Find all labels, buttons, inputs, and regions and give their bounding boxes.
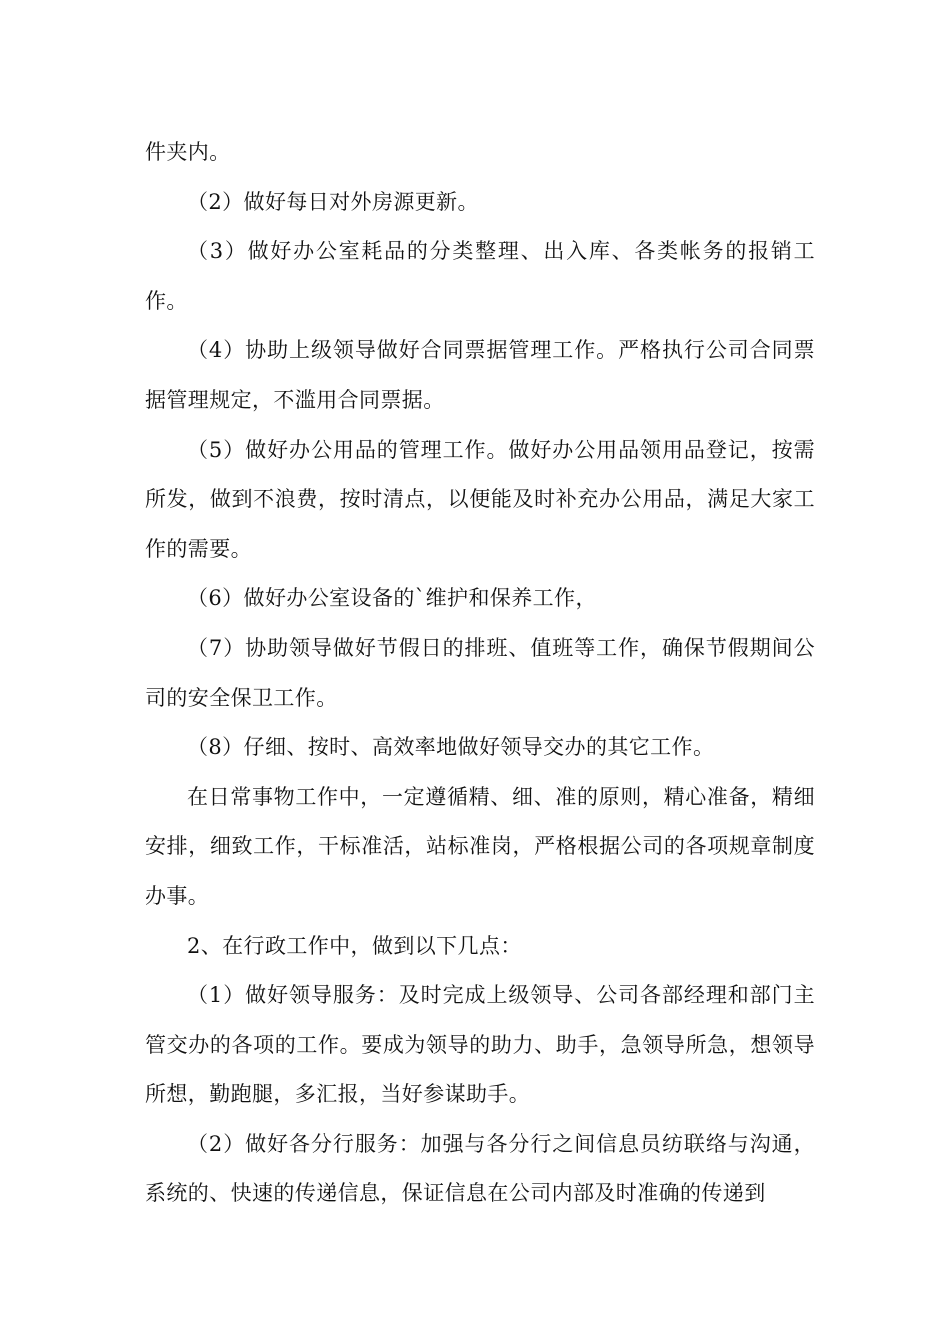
document-body (145, 128, 815, 1219)
paragraph-item-8: （8）仔细、按时、高效率地做好领导交办的其它工作。 (187, 735, 715, 760)
paragraph-item-4: （4）协助上级领导做好合同票据管理工作。严格执行公司合同票据管理规定，不滥用合同票据。 (145, 338, 815, 412)
paragraph-admin-item-1: （1）做好领导服务：及时完成上级领导、公司各部经理和部门主管交办的各项的工作。要成为领导的助力、助手，急领导所急，想领导所想，勤跑腿，多汇报，当好参谋助手。 (145, 983, 815, 1107)
paragraph-item-3: （3）做好办公室耗品的分类整理、出入库、各类帐务的报销工作。 (145, 239, 815, 313)
paragraph-admin-item-2: （2）做好各分行服务：加强与各分行之间信息员纺联络与沟通，系统的、快速的传递信息，保证信息在公司内部及时准确的传递到 (145, 1131, 815, 1206)
paragraph-continuation: 件夹内。 (145, 140, 231, 164)
paragraph-item-5: （5）做好办公用品的管理工作。做好办公用品领用品登记，按需所发，做到不浪费，按时清点，以便能及时补充办公用品，满足大家工作的需要。 (145, 437, 815, 561)
paragraph-item-2: （2）做好每日对外房源更新。 (187, 189, 479, 214)
section-heading-admin-work: 2、在行政工作中，做到以下几点： (187, 933, 522, 958)
paragraph-daily-affairs: 在日常事物工作中，一定遵循精、细、准的原则，精心准备，精细安排，细致工作，干标准活，站标准岗，严格根据公司的各项规章制度办事。 (145, 784, 815, 908)
paragraph-item-7: （7）协助领导做好节假日的排班、值班等工作，确保节假期间公司的安全保卫工作。 (145, 635, 815, 710)
paragraph-item-6: （6）做好办公室设备的`维护和保养工作， (187, 586, 597, 611)
